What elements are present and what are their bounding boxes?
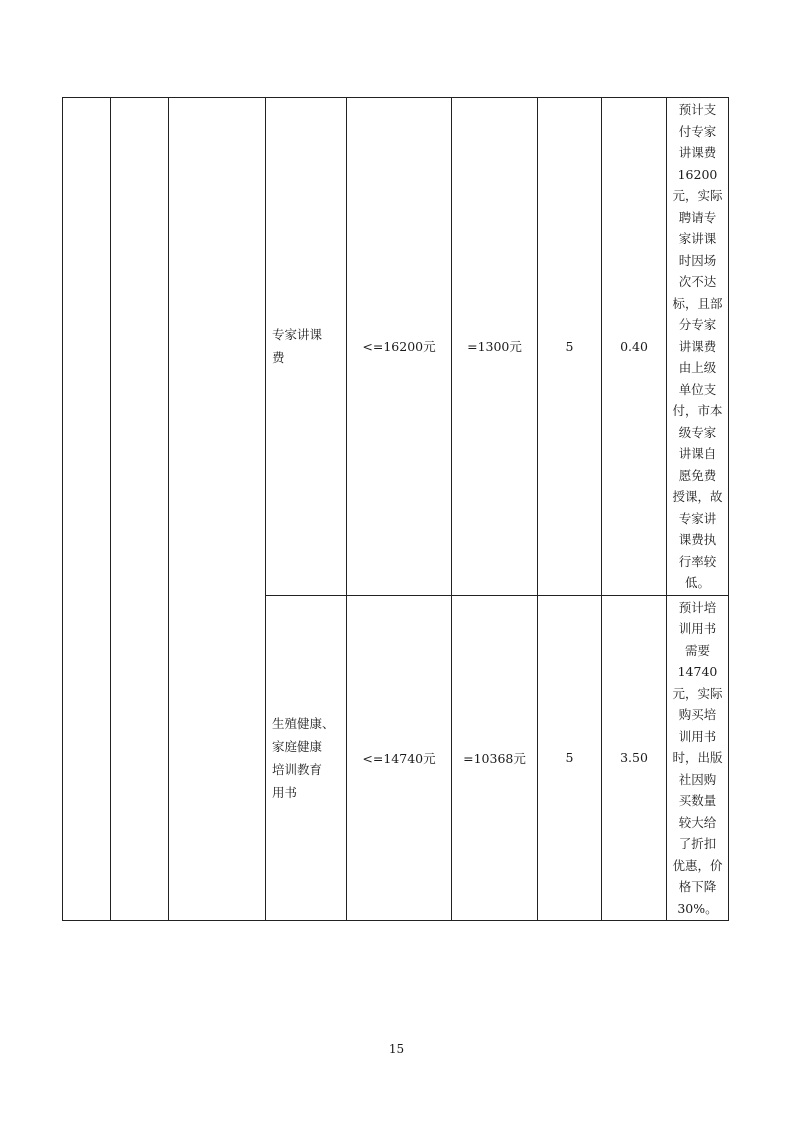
note-line: 授课，故 [672,489,723,504]
performance-table [62,97,729,921]
target-value-cell: <=14740元 [347,595,452,921]
note-line: 付，市本 [672,403,723,418]
note-line: 训用书 [678,621,717,636]
level2-cell [111,98,169,921]
indicator-name-cell [266,98,347,596]
note-line: 聘请专 [678,209,717,225]
note-line: 预计培 [678,599,717,615]
note-line: 需要 [684,642,710,658]
indicator-line: 用书 [272,784,298,800]
score-cell: 3.50 [602,595,667,921]
weight-cell: 5 [538,98,602,596]
indicator-line: 费 [272,350,285,366]
note-line: 30%。 [677,900,718,916]
note-line: 讲课自 [678,446,717,461]
note-line: 16200 [677,166,718,182]
deviation-note-cell [667,595,729,921]
note-line: 社因购 [678,771,717,787]
note-line: 单位支 [678,381,717,397]
score-cell: 0.40 [602,98,667,596]
indicator-line: 专家讲课 [272,327,323,343]
note-line: 行率较 [678,553,717,569]
note-line: 低。 [684,575,710,590]
note-line: 愿免费 [678,467,717,483]
note-line: 专家讲 [678,510,717,526]
note-line: 次不达 [678,274,717,289]
note-line: 训用书 [678,728,717,744]
note-line: 格下降 [678,879,717,894]
indicator-line: 培训教育 [272,761,323,777]
note-line: 由上级 [678,360,717,375]
note-line: 较大给 [678,814,717,830]
note-line: 预计支 [678,102,717,117]
note-line: 级专家 [678,424,717,440]
weight-cell: 5 [538,595,602,921]
actual-value-cell: =10368元 [452,595,538,921]
level3-cell [169,98,266,921]
actual-value-cell: =1300元 [452,98,538,596]
note-line: 优惠，价 [672,857,723,873]
note-line: 标，且部 [672,295,723,311]
deviation-note-cell [667,98,729,596]
note-line: 课费执 [678,532,717,547]
page-number: 15 [388,1042,405,1056]
note-line: 讲课费 [678,338,717,354]
note-line: 元，实际 [672,188,723,203]
indicator-line: 家庭健康 [272,738,323,754]
note-line: 付专家 [678,123,717,139]
note-line: 家讲课 [678,231,717,246]
level1-cell [63,98,111,921]
indicator-line: 生殖健康、 [272,715,335,731]
indicator-name-cell [266,595,347,921]
note-line: 买数量 [678,793,717,808]
note-line: 时，出版 [672,750,723,765]
note-line: 讲课费 [678,145,717,160]
note-line: 购买培 [678,707,717,722]
target-value-cell: <=16200元 [347,98,452,596]
note-line: 分专家 [678,317,717,332]
note-line: 元，实际 [672,685,723,701]
note-line: 时因场 [678,252,717,268]
note-line: 14740 [677,664,718,679]
table-row [63,98,729,596]
note-line: 了折扣 [678,836,717,851]
